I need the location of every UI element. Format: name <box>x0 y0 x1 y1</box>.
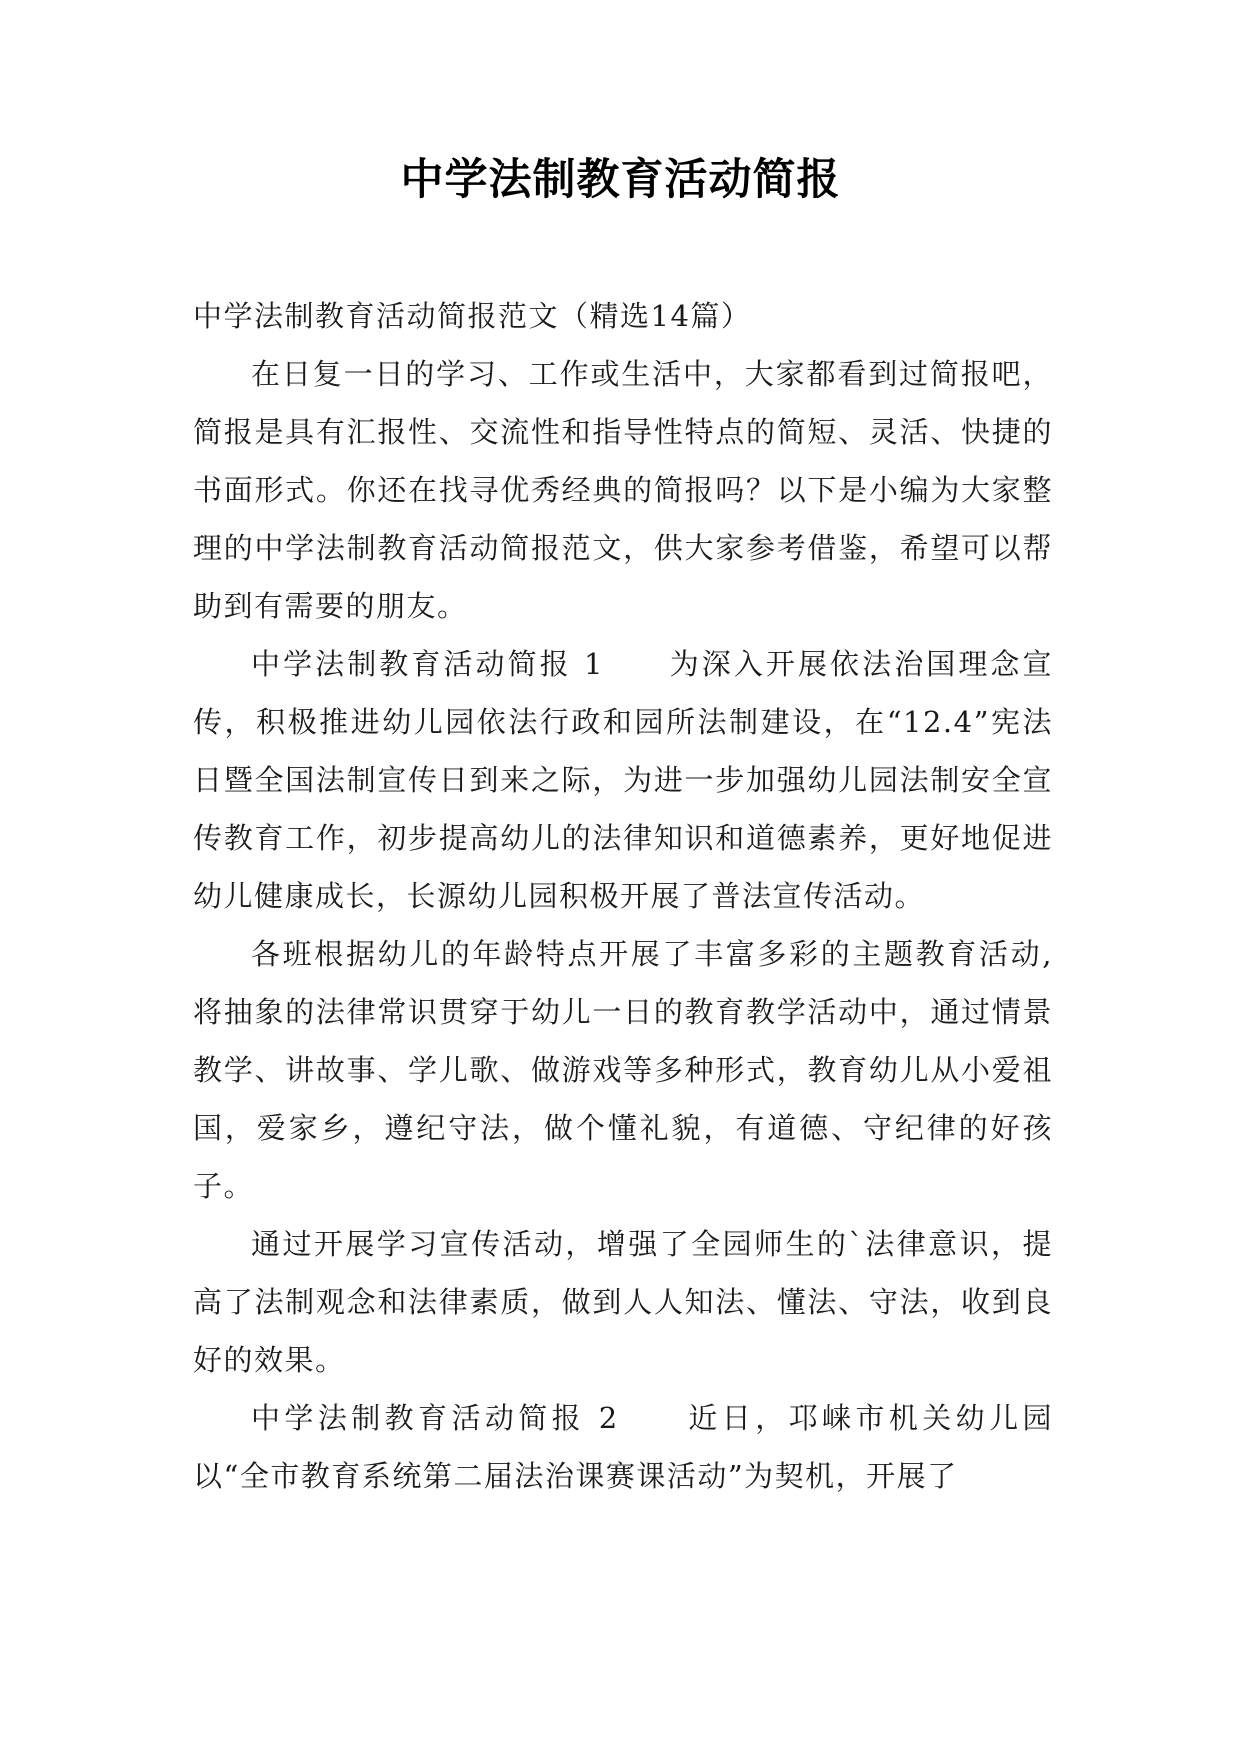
paragraph: 中学法制教育活动简报 2 近日，邛崃市机关幼儿园以“全市教育系统第二届法治课赛课活动”为契机，开展了 <box>193 1401 1053 1493</box>
paragraph: 通过开展学习宣传活动，增强了全园师生的`法律意识，提高了法制观念和法律素质，做到人人知法、懂法、守法，收到良好的效果。 <box>193 1227 1053 1377</box>
document-subtitle: 中学法制教育活动简报范文（精选14篇） <box>193 299 752 333</box>
paragraph: 各班根据幼儿的年龄特点开展了丰富多彩的主题教育活动,将抽象的法律常识贯穿于幼儿一日的教育教学活动中，通过情景教学、讲故事、学儿歌、做游戏等多种形式，教育幼儿从小爱祖国，爱家乡，遵纪守法，做个懂礼貌，有道德、守纪律的好孩子。 <box>193 937 1053 1203</box>
document-title: 中学法制教育活动简报 <box>400 155 841 205</box>
paragraph: 中学法制教育活动简报 1 为深入开展依法治国理念宣传，积极推进幼儿园依法行政和园所法制建设，在“12.4”宪法日暨全国法制宣传日到来之际，为进一步加强幼儿园法制安全宣传教育工作，初步提高幼儿的法律知识和道德素养，更好地促进幼儿健康成长，长源幼儿园积极开展了普法宣传活动。 <box>193 647 1053 913</box>
paragraph: 在日复一日的学习、工作或生活中，大家都看到过简报吧，简报是具有汇报性、交流性和指导性特点的简短、灵活、快捷的书面形式。你还在找寻优秀经典的简报吗？以下是小编为大家整理的中学法制教育活动简报范文，供大家参考借鉴，希望可以帮助到有需要的朋友。 <box>193 357 1053 623</box>
document-body <box>193 287 1053 1505</box>
